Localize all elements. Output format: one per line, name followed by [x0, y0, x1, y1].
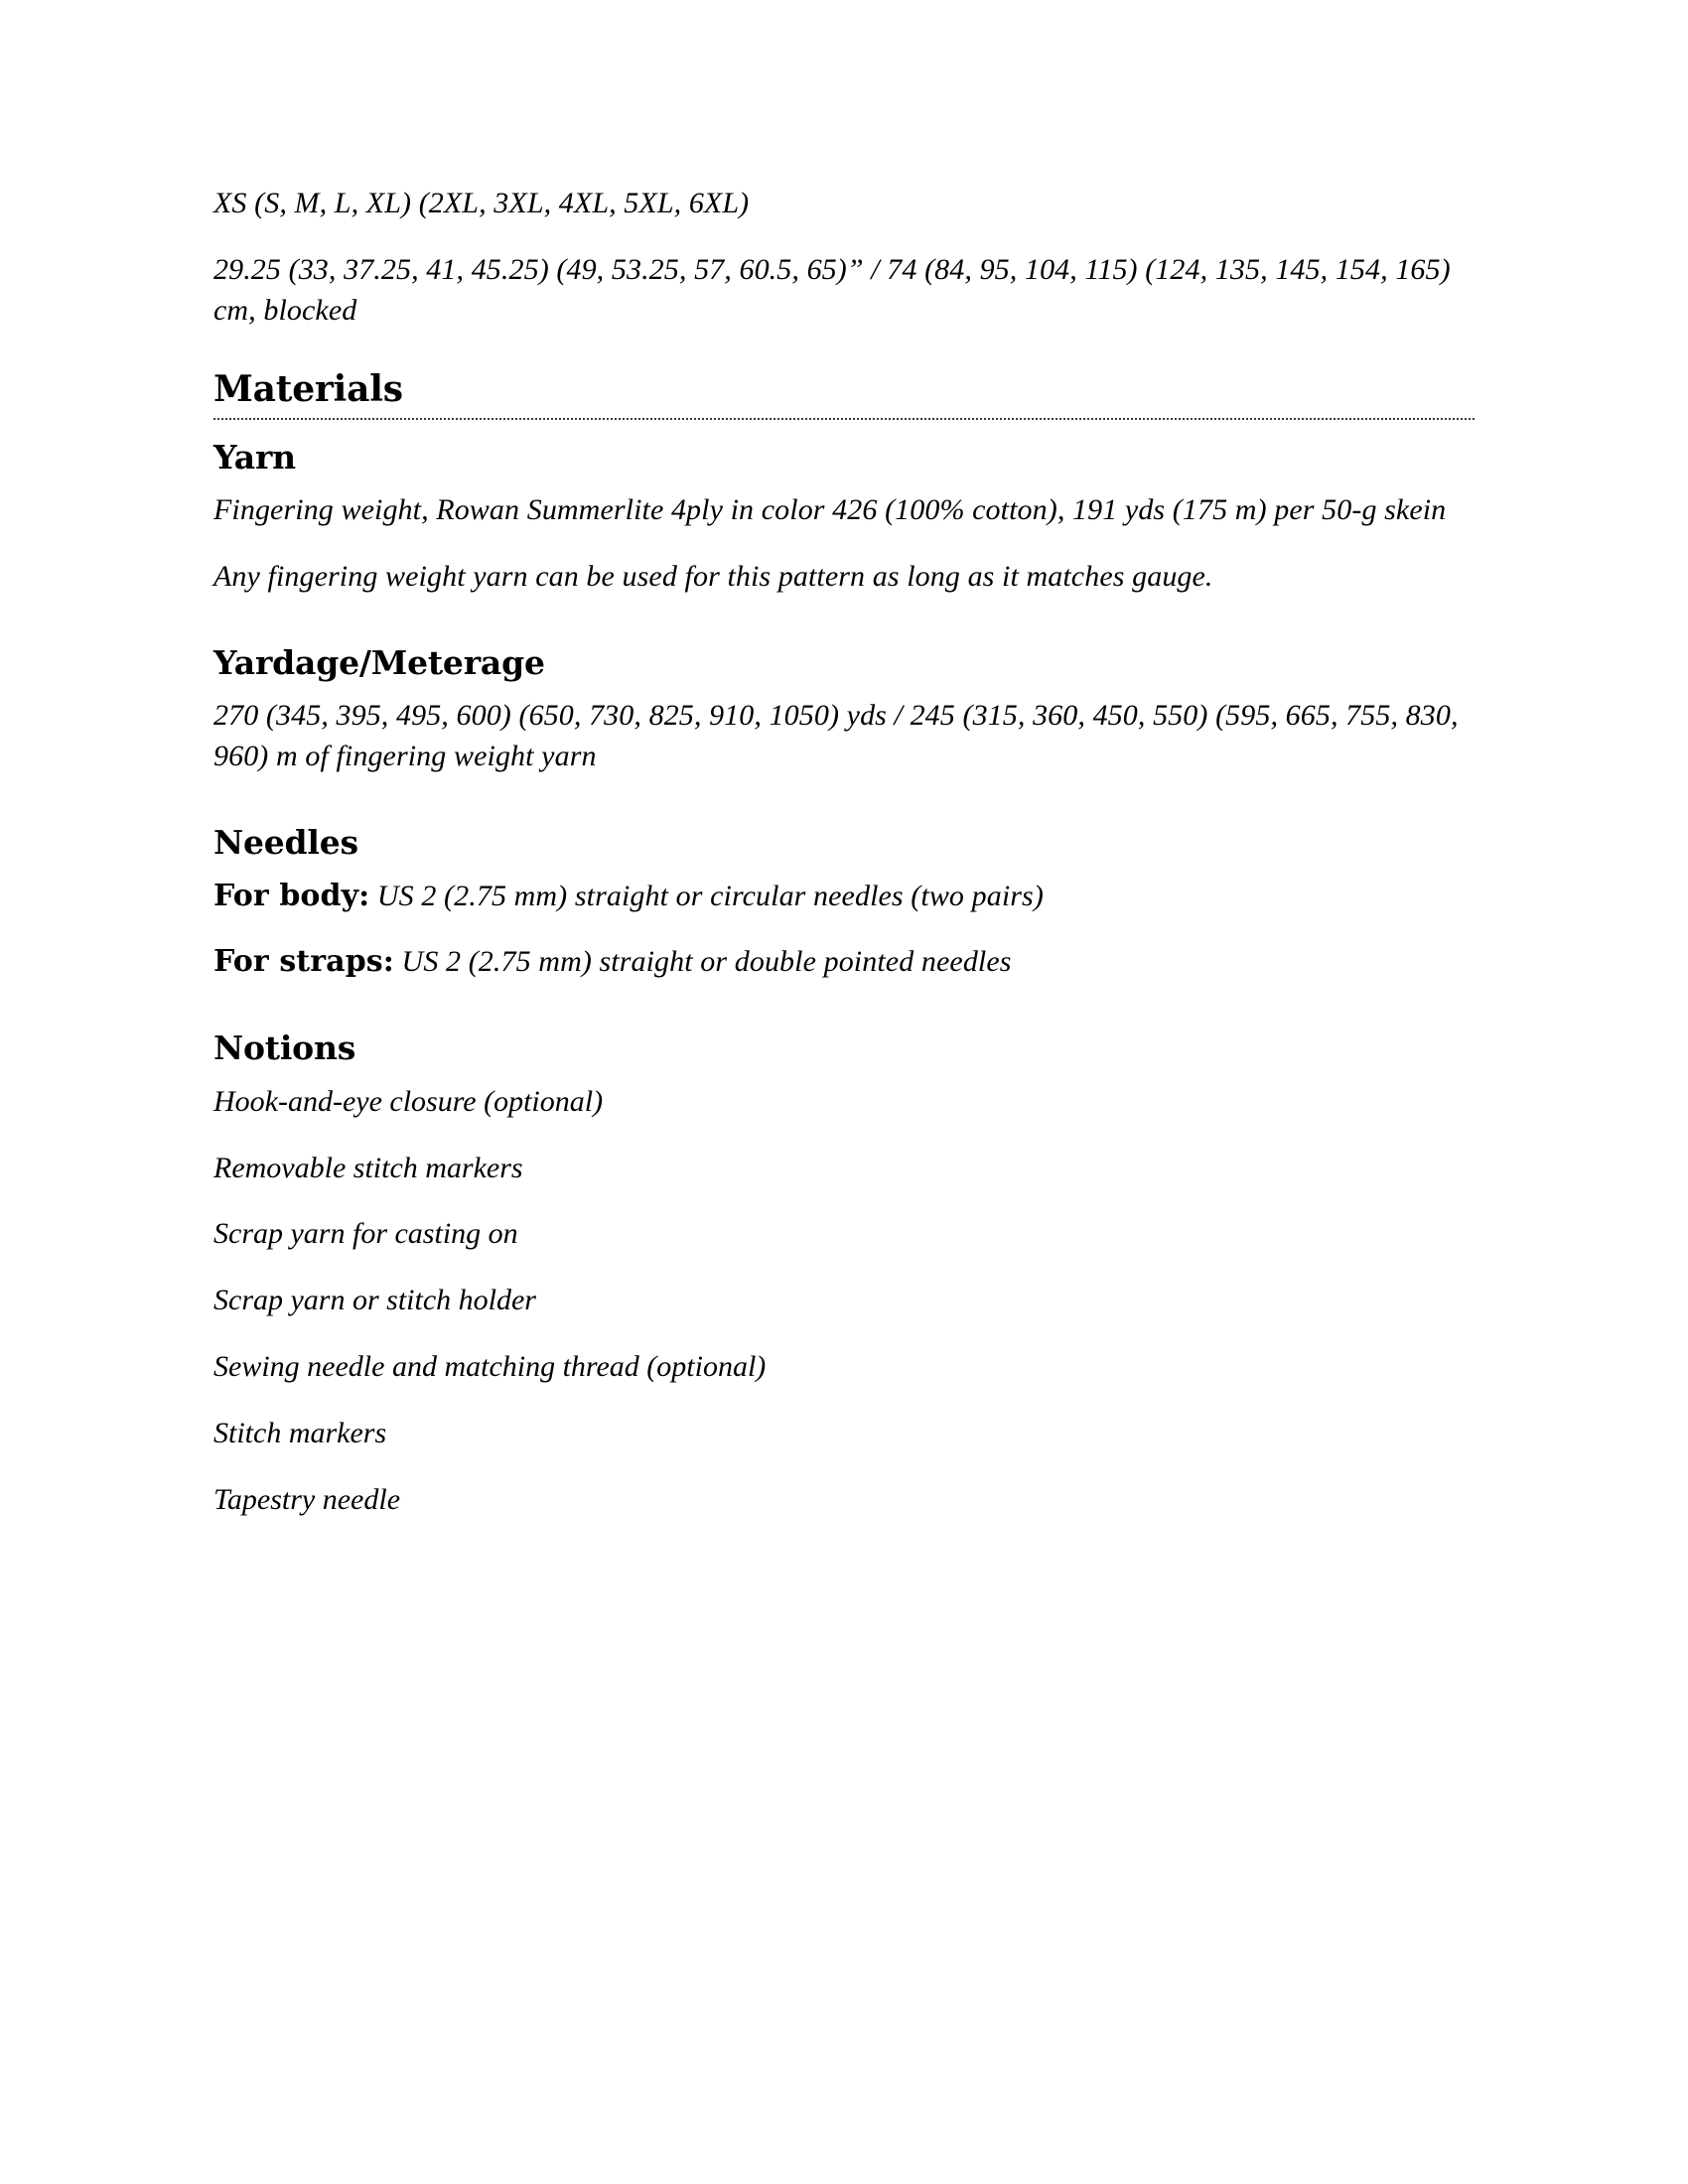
subheading-needles: Needles [213, 822, 358, 862]
list-item: Stitch markers [213, 1416, 387, 1449]
yarn-description: Fingering weight, Rowan Summerlite 4ply in color 426 (100% cotton), 191 yds (175 m) per 50-g skein [213, 493, 1447, 527]
needles-straps [213, 942, 1475, 983]
section-heading-materials: Materials [213, 368, 403, 411]
yarn-note: Any fingering weight yarn can be used for this pattern as long as it matches gauge. [213, 559, 1213, 593]
needles-body-label: For body: [213, 878, 370, 913]
needles-body-value: US 2 (2.75 mm) straight or circular needles (two pairs) [369, 879, 1044, 912]
yardage-amounts: 270 (345, 395, 495, 600) (650, 730, 825, 910, 1050) yds / 245 (315, 360, 450, 550) (595, 665, 755, 830, 960) m of fingering weight yarn [213, 699, 1459, 773]
list-item: Removable stitch markers [213, 1151, 523, 1184]
needles-straps-label: For straps: [213, 944, 394, 980]
notions-list [213, 1082, 1475, 1521]
list-item: Sewing needle and matching thread (optional) [213, 1349, 767, 1383]
measurements-line: 29.25 (33, 37.25, 41, 45.25) (49, 53.25, 57, 60.5, 65)” / 74 (84, 95, 104, 115) (124, 135, 145, 154, 165) cm, blocked [213, 252, 1451, 327]
subheading-yarn: Yarn [213, 437, 296, 477]
needles-body [213, 877, 1475, 917]
list-item: Scrap yarn or stitch holder [213, 1284, 536, 1317]
sizes-line: XS (S, M, L, XL) (2XL, 3XL, 4XL, 5XL, 6XL) [213, 187, 750, 219]
subheading-yardage-meterage: Yardage/Meterage [213, 642, 545, 682]
section-divider [213, 418, 1475, 420]
list-item: Hook-and-eye closure (optional) [213, 1084, 604, 1118]
list-item: Scrap yarn for casting on [213, 1217, 518, 1251]
list-item: Tapestry needle [213, 1482, 401, 1516]
needles-straps-value: US 2 (2.75 mm) straight or double pointed needles [393, 945, 1012, 979]
subheading-notions: Notions [213, 1028, 356, 1068]
